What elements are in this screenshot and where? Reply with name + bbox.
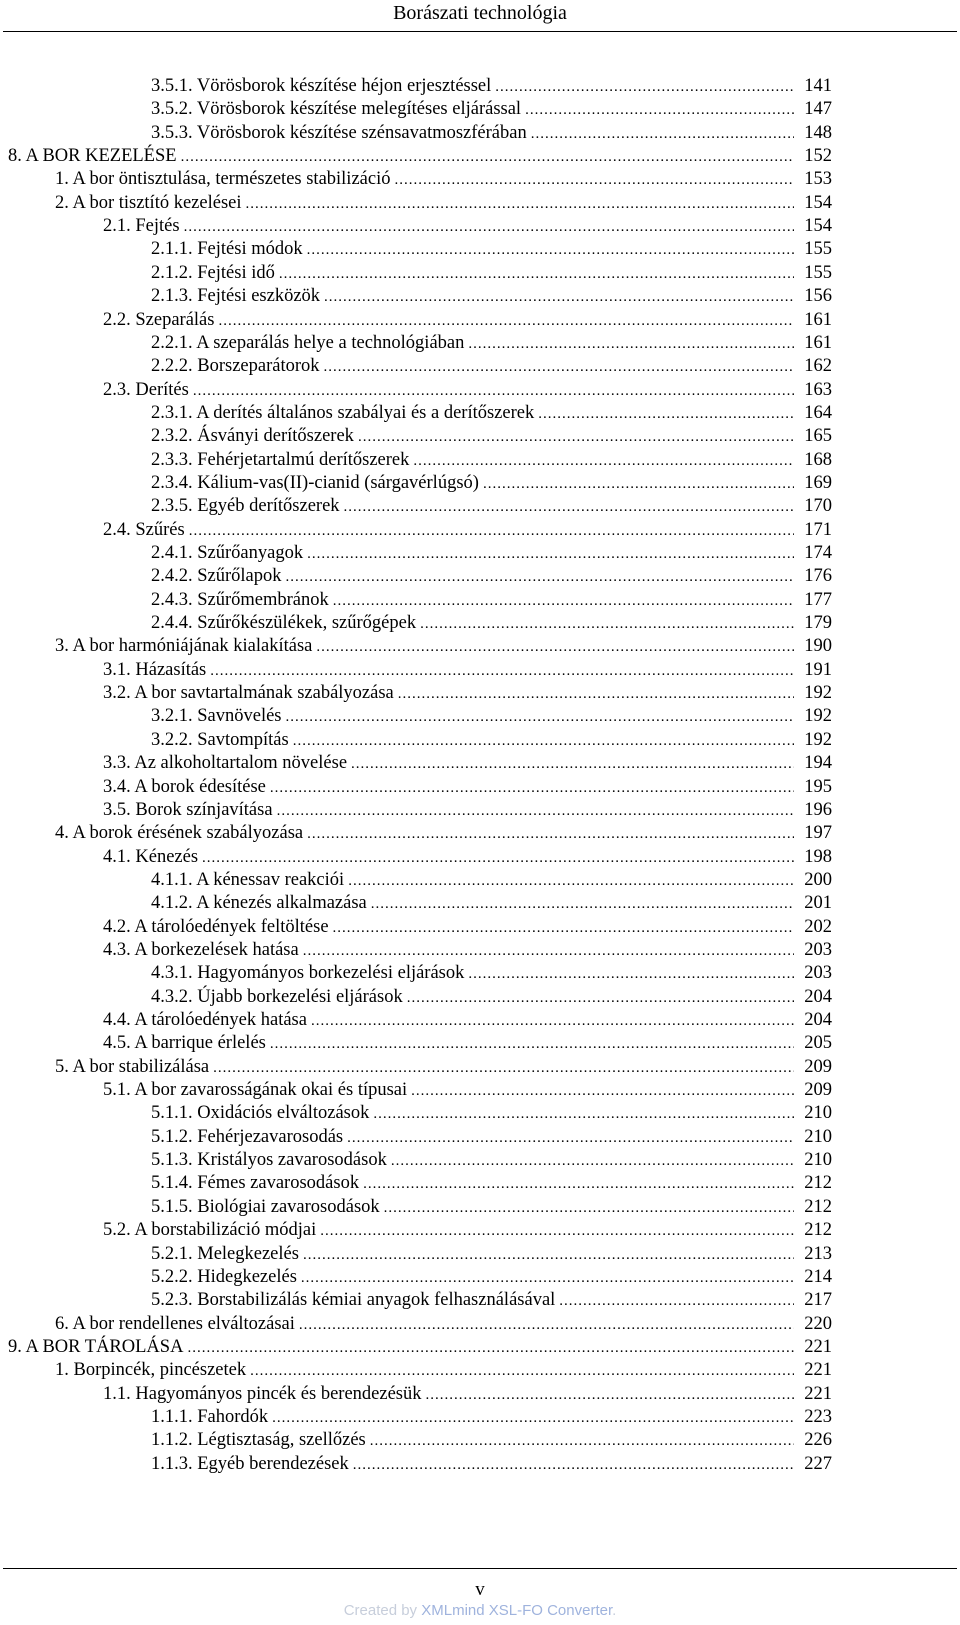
toc-entry-title[interactable]: 4.2. A tárolóedények feltöltése [103, 916, 329, 937]
toc-entry-title[interactable]: 4.5. A barrique érlelés [103, 1033, 266, 1054]
toc-entry-title[interactable]: 9. A BOR TÁROLÁSA [8, 1336, 184, 1357]
toc-dot-leader [270, 1032, 794, 1056]
toc-entry-page[interactable]: 192 [804, 729, 832, 750]
toc-entry-page[interactable]: 210 [804, 1103, 832, 1124]
toc-entry[interactable] [55, 1312, 832, 1336]
toc-entry-title[interactable]: 4.1. Kénezés [103, 846, 199, 867]
toc-entry[interactable] [151, 985, 832, 1009]
toc-entry[interactable] [8, 144, 832, 168]
toc-dot-leader [307, 542, 794, 566]
toc-entry[interactable] [151, 541, 832, 565]
toc-dot-leader [303, 1243, 794, 1267]
toc-entry-page[interactable]: 212 [804, 1220, 832, 1241]
toc-entry-page[interactable]: 212 [804, 1196, 832, 1217]
toc-entry[interactable] [55, 167, 832, 191]
toc-entry[interactable] [151, 1171, 832, 1195]
toc-entry[interactable] [103, 518, 832, 542]
toc-dot-leader [324, 285, 794, 309]
toc-entry-title[interactable]: 2.3.1. A derítés általános szabályai és a derítőszerek [151, 402, 535, 423]
toc-entry[interactable] [151, 588, 832, 612]
toc-entry-title[interactable]: 3.2. A bor savtartalmának szabályozása [103, 683, 394, 704]
toc-entry[interactable] [151, 74, 832, 98]
toc-entry-page[interactable]: 221 [804, 1336, 832, 1357]
toc-entry-title[interactable]: 2.3. Derítés [103, 379, 189, 400]
toc-dot-leader [495, 75, 794, 99]
toc-entry-page[interactable]: 163 [804, 379, 832, 400]
toc-entry-page[interactable]: 154 [804, 216, 832, 237]
toc-entry[interactable] [151, 564, 832, 588]
toc-entry-title[interactable]: 2. A bor tisztító kezelései [55, 192, 242, 213]
toc-entry[interactable] [103, 845, 832, 869]
toc-entry-title[interactable]: 2.1.2. Fejtési idő [151, 262, 275, 283]
toc-entry[interactable] [55, 1055, 832, 1079]
toc-entry-title[interactable]: 1.1. Hagyományos pincék és berendezésük [103, 1383, 422, 1404]
toc-entry-title[interactable]: 5.1.5. Biológiai zavarosodások [151, 1196, 380, 1217]
toc-entry-title[interactable]: 4.3.2. Újabb borkezelési eljárások [151, 986, 403, 1007]
toc-dot-leader [411, 1079, 794, 1103]
toc-dot-leader [301, 1266, 794, 1290]
toc-entry-page[interactable]: 194 [804, 753, 832, 774]
toc-entry-title[interactable]: 2.3.2. Ásványi derítőszerek [151, 426, 354, 447]
toc-entry-title[interactable]: 1. Borpincék, pincészetek [55, 1360, 247, 1381]
toc-entry-title[interactable]: 3.2.2. Savtompítás [151, 729, 289, 750]
toc-dot-leader [277, 799, 794, 823]
toc-entry[interactable] [103, 658, 832, 682]
toc-entry-title[interactable]: 5.2. A borstabilizáció módjai [103, 1220, 317, 1241]
toc-entry[interactable] [103, 1078, 832, 1102]
toc-entry-page[interactable]: 221 [804, 1360, 832, 1381]
toc-dot-leader [426, 1383, 794, 1407]
toc-entry-title[interactable]: 1. A bor öntisztulása, természetes stabilizáció [55, 169, 391, 190]
toc-entry-title[interactable]: 3.5. Borok színjavítása [103, 799, 273, 820]
toc-entry-page[interactable]: 213 [804, 1243, 832, 1264]
toc-entry-title[interactable]: 5.1.3. Kristályos zavarosodások [151, 1150, 387, 1171]
toc-entry-title[interactable]: 5.1.1. Oxidációs elváltozások [151, 1103, 370, 1124]
toc-entry-title[interactable]: 2.3.3. Fehérjetartalmú derítőszerek [151, 449, 410, 470]
toc-entry-page[interactable]: 152 [804, 146, 832, 167]
toc-dot-leader [407, 986, 794, 1010]
toc-entry-page[interactable]: 214 [804, 1266, 832, 1287]
watermark-suffix: . [612, 1602, 617, 1619]
toc-entry[interactable] [151, 401, 832, 425]
toc-entry-title[interactable]: 2.2.2. Borszeparátorok [151, 356, 320, 377]
toc-entry-page[interactable]: 212 [804, 1173, 832, 1194]
toc-entry-title[interactable]: 2.3.5. Egyéb derítőszerek [151, 496, 340, 517]
toc-dot-leader [324, 355, 794, 379]
toc-entry[interactable] [151, 424, 832, 448]
toc-entry[interactable] [103, 915, 832, 939]
toc-dot-leader [370, 1429, 794, 1453]
toc-entry[interactable] [103, 214, 832, 238]
toc-entry[interactable] [151, 354, 832, 378]
toc-entry[interactable] [151, 1405, 832, 1429]
toc-dot-leader [384, 1196, 794, 1220]
toc-entry-title[interactable]: 4.3. A borkezelések hatása [103, 939, 299, 960]
toc-entry-page[interactable]: 191 [804, 659, 832, 680]
toc-entry[interactable] [151, 1195, 832, 1219]
toc-entry-page[interactable]: 161 [804, 309, 832, 330]
toc-entry-title[interactable]: 6. A bor rendellenes elváltozásai [55, 1313, 295, 1334]
toc-entry[interactable] [151, 1148, 832, 1172]
toc-entry-title[interactable]: 5. A bor stabilizálása [55, 1056, 210, 1077]
toc-entry-page[interactable]: 205 [804, 1033, 832, 1054]
toc-entry-page[interactable]: 203 [804, 939, 832, 960]
toc-dot-leader [272, 1406, 794, 1430]
toc-entry-title[interactable]: 3.3. Az alkoholtartalom növelése [103, 753, 348, 774]
toc-entry-page[interactable]: 192 [804, 683, 832, 704]
toc-dot-leader [468, 962, 794, 986]
toc-entry[interactable] [151, 121, 832, 145]
toc-dot-leader [347, 1126, 794, 1150]
toc-entry-title[interactable]: 3.4. A borok édesítése [103, 776, 266, 797]
toc-entry-title[interactable]: 4.1.2. A kénezés alkalmazása [151, 893, 367, 914]
toc-entry[interactable] [103, 775, 832, 799]
toc-dot-leader [193, 379, 794, 403]
toc-dot-leader [353, 1453, 794, 1477]
toc-entry-title[interactable]: 3.5.1. Vörösborok készítése héjon erjesztéssel [151, 76, 492, 96]
toc-entry-page[interactable]: 197 [804, 823, 832, 844]
toc-entry[interactable] [103, 798, 832, 822]
toc-entry-title[interactable]: 4.3.1. Hagyományos borkezelési eljárások [151, 963, 465, 984]
toc-entry-page[interactable]: 201 [804, 893, 832, 914]
toc-dot-leader [218, 309, 794, 333]
toc-entry[interactable] [103, 1008, 832, 1032]
toc-entry-page[interactable]: 217 [804, 1290, 832, 1311]
toc-entry[interactable] [151, 728, 832, 752]
toc-dot-leader [559, 1289, 794, 1313]
toc-entry[interactable] [151, 97, 832, 121]
toc-entry-page[interactable]: 161 [804, 332, 832, 353]
toc-entry-page[interactable]: 177 [804, 589, 832, 610]
toc-entry-page[interactable]: 155 [804, 239, 832, 260]
toc-dot-leader [213, 1056, 794, 1080]
toc-entry-page[interactable]: 164 [804, 402, 832, 423]
toc-entry-title[interactable]: 2.2. Szeparálás [103, 309, 215, 330]
toc-entry-title[interactable]: 2.4.2. Szűrőlapok [151, 566, 282, 587]
toc-dot-leader [538, 402, 794, 426]
toc-entry[interactable] [151, 237, 832, 261]
toc-entry-page[interactable]: 170 [804, 496, 832, 517]
toc-entry-page[interactable]: 141 [804, 76, 832, 96]
toc-entry-title[interactable]: 5.2.2. Hidegkezelés [151, 1266, 297, 1287]
toc-entry-title[interactable]: 2.3.4. Kálium-vas(II)-cianid (sárgavérlúgsó) [151, 472, 479, 493]
toc-entry-title[interactable]: 4. A borok érésének szabályozása [55, 823, 304, 844]
toc-entry-title[interactable]: 1.1.3. Egyéb berendezések [151, 1453, 349, 1474]
toc-entry-title[interactable]: 8. A BOR KEZELÉSE [8, 146, 177, 167]
toc-entry-page[interactable]: 200 [804, 869, 832, 890]
toc-entry-page[interactable]: 190 [804, 636, 832, 657]
toc-entry-page[interactable]: 156 [804, 286, 832, 307]
toc-dot-leader [351, 752, 794, 776]
toc-dot-leader [270, 776, 794, 800]
toc-dot-leader [202, 846, 794, 870]
toc-dot-leader [279, 262, 794, 286]
toc-entry-title[interactable]: 2.4.1. Szűrőanyagok [151, 543, 304, 563]
toc-entry[interactable] [151, 961, 832, 985]
toc-entry-title[interactable]: 2.4.4. Szűrőkészülékek, szűrőgépek [151, 613, 417, 634]
toc-dot-leader [371, 892, 794, 916]
toc-entry-page[interactable]: 171 [804, 519, 832, 540]
toc-entry-title[interactable]: 5.1. A bor zavarosságának okai és típusai [103, 1080, 408, 1101]
toc-entry-page[interactable]: 220 [804, 1313, 832, 1334]
toc-entry-page[interactable]: 204 [804, 1010, 832, 1030]
toc-entry[interactable] [151, 471, 832, 495]
toc-entry-page[interactable]: 162 [804, 356, 832, 377]
toc-dot-leader [299, 1313, 794, 1337]
toc-entry-title[interactable]: 5.2.3. Borstabilizálás kémiai anyagok felhasználásával [151, 1290, 556, 1311]
toc-entry[interactable] [151, 891, 832, 915]
toc-dot-leader [483, 472, 794, 496]
toc-entry-page[interactable]: 148 [804, 122, 832, 143]
toc-dot-leader [531, 122, 794, 146]
toc-entry-title[interactable]: 4.1.1. A kénessav reakciói [151, 869, 345, 890]
toc-dot-leader [189, 519, 794, 543]
toc-dot-leader [398, 682, 794, 706]
toc-entry-title[interactable]: 2.4. Szűrés [103, 519, 185, 540]
toc-entry-page[interactable]: 210 [804, 1150, 832, 1171]
toc-entry[interactable] [151, 704, 832, 728]
toc-entry-title[interactable]: 5.2.1. Melegkezelés [151, 1243, 299, 1264]
toc-entry-page[interactable]: 169 [804, 472, 832, 493]
toc-entry[interactable] [103, 1031, 832, 1055]
toc-entry[interactable] [55, 634, 832, 658]
toc-dot-leader [394, 168, 794, 192]
toc-entry[interactable] [151, 1288, 832, 1312]
toc-entry-page[interactable]: 179 [804, 613, 832, 634]
toc-entry-page[interactable]: 202 [804, 916, 832, 937]
toc-dot-leader [311, 1009, 794, 1033]
toc-entry-page[interactable]: 204 [804, 986, 832, 1007]
converter-watermark [0, 1601, 960, 1621]
toc-entry-title[interactable]: 2.1.3. Fejtési eszközök [151, 286, 321, 307]
toc-entry[interactable] [151, 331, 832, 355]
toc-dot-leader [246, 192, 795, 216]
toc-entry[interactable] [8, 1335, 832, 1359]
toc-dot-leader [420, 612, 794, 636]
toc-entry[interactable] [151, 1101, 832, 1125]
toc-entry[interactable] [151, 494, 832, 518]
toc-entry[interactable] [103, 681, 832, 705]
toc-dot-leader [250, 1359, 794, 1383]
toc-entry-title[interactable]: 5.1.2. Fehérjezavarosodás [151, 1126, 344, 1147]
toc-dot-leader [413, 449, 794, 473]
toc-entry[interactable] [151, 1452, 832, 1476]
toc-entry[interactable] [103, 751, 832, 775]
toc-dot-leader [307, 238, 794, 262]
toc-entry[interactable] [55, 1358, 832, 1382]
toc-dot-leader [358, 425, 794, 449]
toc-entry-title[interactable]: 3. A bor harmóniájának kialakítása [55, 636, 313, 657]
page-number: v [475, 1579, 485, 1600]
toc-entry-title[interactable]: 1.1.1. Fahordók [151, 1406, 269, 1427]
toc-entry[interactable] [151, 1242, 832, 1266]
toc-entry[interactable] [151, 1125, 832, 1149]
document-title: Borászati technológia [393, 2, 567, 24]
toc-dot-leader [468, 332, 794, 356]
toc-entry[interactable] [151, 611, 832, 635]
toc-entry[interactable] [151, 448, 832, 472]
toc-entry-title[interactable]: 2.2.1. A szeparálás helye a technológiában [151, 332, 465, 353]
toc-entry-title[interactable]: 3.2.1. Savnövelés [151, 706, 282, 727]
toc-entry-page[interactable]: 226 [804, 1430, 832, 1451]
toc-entry-page[interactable]: 155 [804, 262, 832, 283]
toc-dot-leader [184, 215, 794, 239]
toc-entry-page[interactable]: 210 [804, 1126, 832, 1147]
toc-entry-page[interactable]: 227 [804, 1453, 832, 1474]
toc-dot-leader [286, 705, 794, 729]
toc-dot-leader [348, 869, 794, 893]
toc-entry-page[interactable]: 154 [804, 192, 832, 213]
toc-entry[interactable] [103, 378, 832, 402]
toc-entry-page[interactable]: 168 [804, 449, 832, 470]
watermark-prefix: Created by [343, 1602, 422, 1619]
toc-dot-leader [320, 1219, 794, 1243]
toc-entry-page[interactable]: 174 [804, 543, 832, 563]
toc-entry-title[interactable]: 3.1. Házasítás [103, 659, 207, 680]
toc-entry[interactable] [55, 191, 832, 215]
toc-entry[interactable] [151, 284, 832, 308]
toc-dot-leader [333, 589, 794, 613]
toc-dot-leader [373, 1102, 794, 1126]
toc-dot-leader [316, 635, 794, 659]
toc-entry-page[interactable]: 196 [804, 799, 832, 820]
toc-dot-leader [293, 729, 794, 753]
toc-dot-leader [210, 659, 794, 683]
toc-entry-title[interactable]: 5.1.4. Fémes zavarosodások [151, 1173, 360, 1194]
toc-entry-page[interactable]: 203 [804, 963, 832, 984]
toc-dot-leader [286, 565, 794, 589]
toc-dot-leader [181, 145, 794, 169]
toc-entry-title[interactable]: 1.1.2. Légtisztaság, szellőzés [151, 1430, 366, 1451]
toc-entry-page[interactable]: 153 [804, 169, 832, 190]
toc-dot-leader [333, 916, 794, 940]
toc-entry-page[interactable]: 223 [804, 1406, 832, 1427]
toc-entry-page[interactable]: 195 [804, 776, 832, 797]
toc-entry-page[interactable]: 165 [804, 426, 832, 447]
toc-entry-page[interactable]: 209 [804, 1080, 832, 1101]
toc-entry-page[interactable]: 221 [804, 1383, 832, 1404]
toc-entry[interactable] [151, 261, 832, 285]
toc-entry-page[interactable]: 147 [804, 99, 832, 120]
toc-dot-leader [391, 1149, 794, 1173]
toc-entry[interactable] [103, 308, 832, 332]
watermark-brand-link[interactable]: XMLmind XSL-FO Converter [421, 1602, 613, 1619]
toc-dot-leader [187, 1336, 794, 1360]
toc-entry-title[interactable]: 2.1. Fejtés [103, 216, 180, 237]
toc-entry[interactable] [55, 821, 832, 845]
toc-dot-leader [363, 1172, 794, 1196]
toc-entry-page[interactable]: 209 [804, 1056, 832, 1077]
toc-entry-page[interactable]: 192 [804, 706, 832, 727]
toc-entry-page[interactable]: 198 [804, 846, 832, 867]
toc-entry-title[interactable]: 3.5.2. Vörösborok készítése melegítéses eljárással [151, 99, 522, 120]
toc-entry[interactable] [103, 938, 832, 962]
toc-entry-title[interactable]: 3.5.3. Vörösborok készítése szénsavatmoszférában [151, 122, 527, 143]
toc-entry[interactable] [151, 868, 832, 892]
toc-entry-title[interactable]: 2.1.1. Fejtési módok [151, 239, 303, 260]
toc-dot-leader [303, 939, 794, 963]
page-header [0, 0, 960, 34]
toc-entry-page[interactable]: 176 [804, 566, 832, 587]
toc-entry-title[interactable]: 2.4.3. Szűrőmembránok [151, 589, 329, 610]
toc-dot-leader [525, 98, 794, 122]
toc-dot-leader [307, 822, 794, 846]
header-divider [3, 31, 957, 32]
toc-entry[interactable] [103, 1382, 832, 1406]
footer-divider [3, 1568, 957, 1569]
toc-dot-leader [344, 495, 794, 519]
toc-entry[interactable] [151, 1428, 832, 1452]
toc-entry-title[interactable]: 4.4. A tárolóedények hatása [103, 1010, 307, 1030]
toc-entry[interactable] [103, 1218, 832, 1242]
toc-entry[interactable] [151, 1265, 832, 1289]
